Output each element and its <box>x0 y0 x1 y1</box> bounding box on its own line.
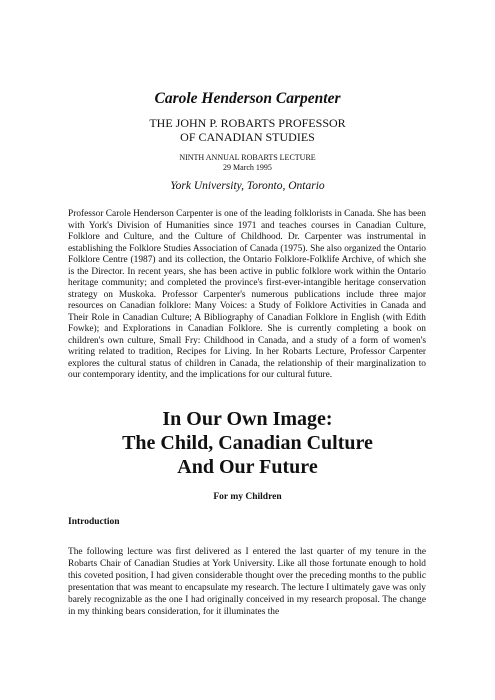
author-biography: Professor Carole Henderson Carpenter is one of the leading folklorists in Canada. She has been with York's Division of Humanities since 1971 and teaches courses in Canadian Culture, Folklore and Culture, and the Culture of Childhood. Dr. Carpenter was instrumental in establishing the Folklore Studies Association of Canada (1975). She also organized the Ontario Folklore Centre (1987) and its collection, the Ontario Folklore-Folklife Archive, of which she is the Director. In recent years, she has been active in public folklore work within the Ontario heritage community; and completed the province's first-ever-intangible heritage conservation strategy on Muskoka. Professor Carpenter's numerous publications include three major resources on Canadian folklore: Many Voices: a Study of Folklore Activities in Canada and Their Role in Canadian Culture; A Bibliography of Canadian Folklore in English (with Edith Fowke); and Explorations in Canadian Folklore. She is currently completing a book on children's own culture, Small Fry: Childhood in Canada, and a study of a form of women's writing related to tradition, Recipes for Living. In her Robarts Lecture, Professor Carpenter explores the cultural status of children in Canada, the relationship of their marginalization to our contemporary identity, and the implications for our cultural future. <box>68 209 426 380</box>
section-body-text: The following lecture was first delivered as I entered the last quarter of my tenure in the Robarts Chair of Canadian Studies at York University. Like all those fortunate enough to hold this coveted position, I had given considerable thought over the preceding months to the public presentation that was meant to encapsulate my research. The lecture I ultimately gave was only barely recognizable as the one I had originally conceived in my research proposal. The change in my thinking bears consideration, for it illuminates the <box>68 547 426 617</box>
author-name: Carole Henderson Carpenter <box>154 90 341 107</box>
chair-title-line-2: OF CANADIAN STUDIES <box>180 130 315 144</box>
lecture-title-line-1: In Our Own Image: <box>162 408 333 430</box>
chair-title-line-1: THE JOHN P. ROBARTS PROFESSOR <box>149 116 346 130</box>
lecture-title-line-2: The Child, Canadian Culture <box>122 432 373 454</box>
lecture-name: NINTH ANNUAL ROBARTS LECTURE <box>179 153 316 162</box>
dedication: For my Children <box>213 492 282 502</box>
lecture-location: York University, Toronto, Ontario <box>170 180 325 192</box>
lecture-info <box>0 153 495 173</box>
lecture-title-line-3: And Our Future <box>177 456 318 478</box>
section-heading: Introduction <box>68 517 120 527</box>
chair-title <box>0 116 495 144</box>
lecture-date: 29 March 1995 <box>223 163 272 172</box>
lecture-title <box>0 407 495 479</box>
